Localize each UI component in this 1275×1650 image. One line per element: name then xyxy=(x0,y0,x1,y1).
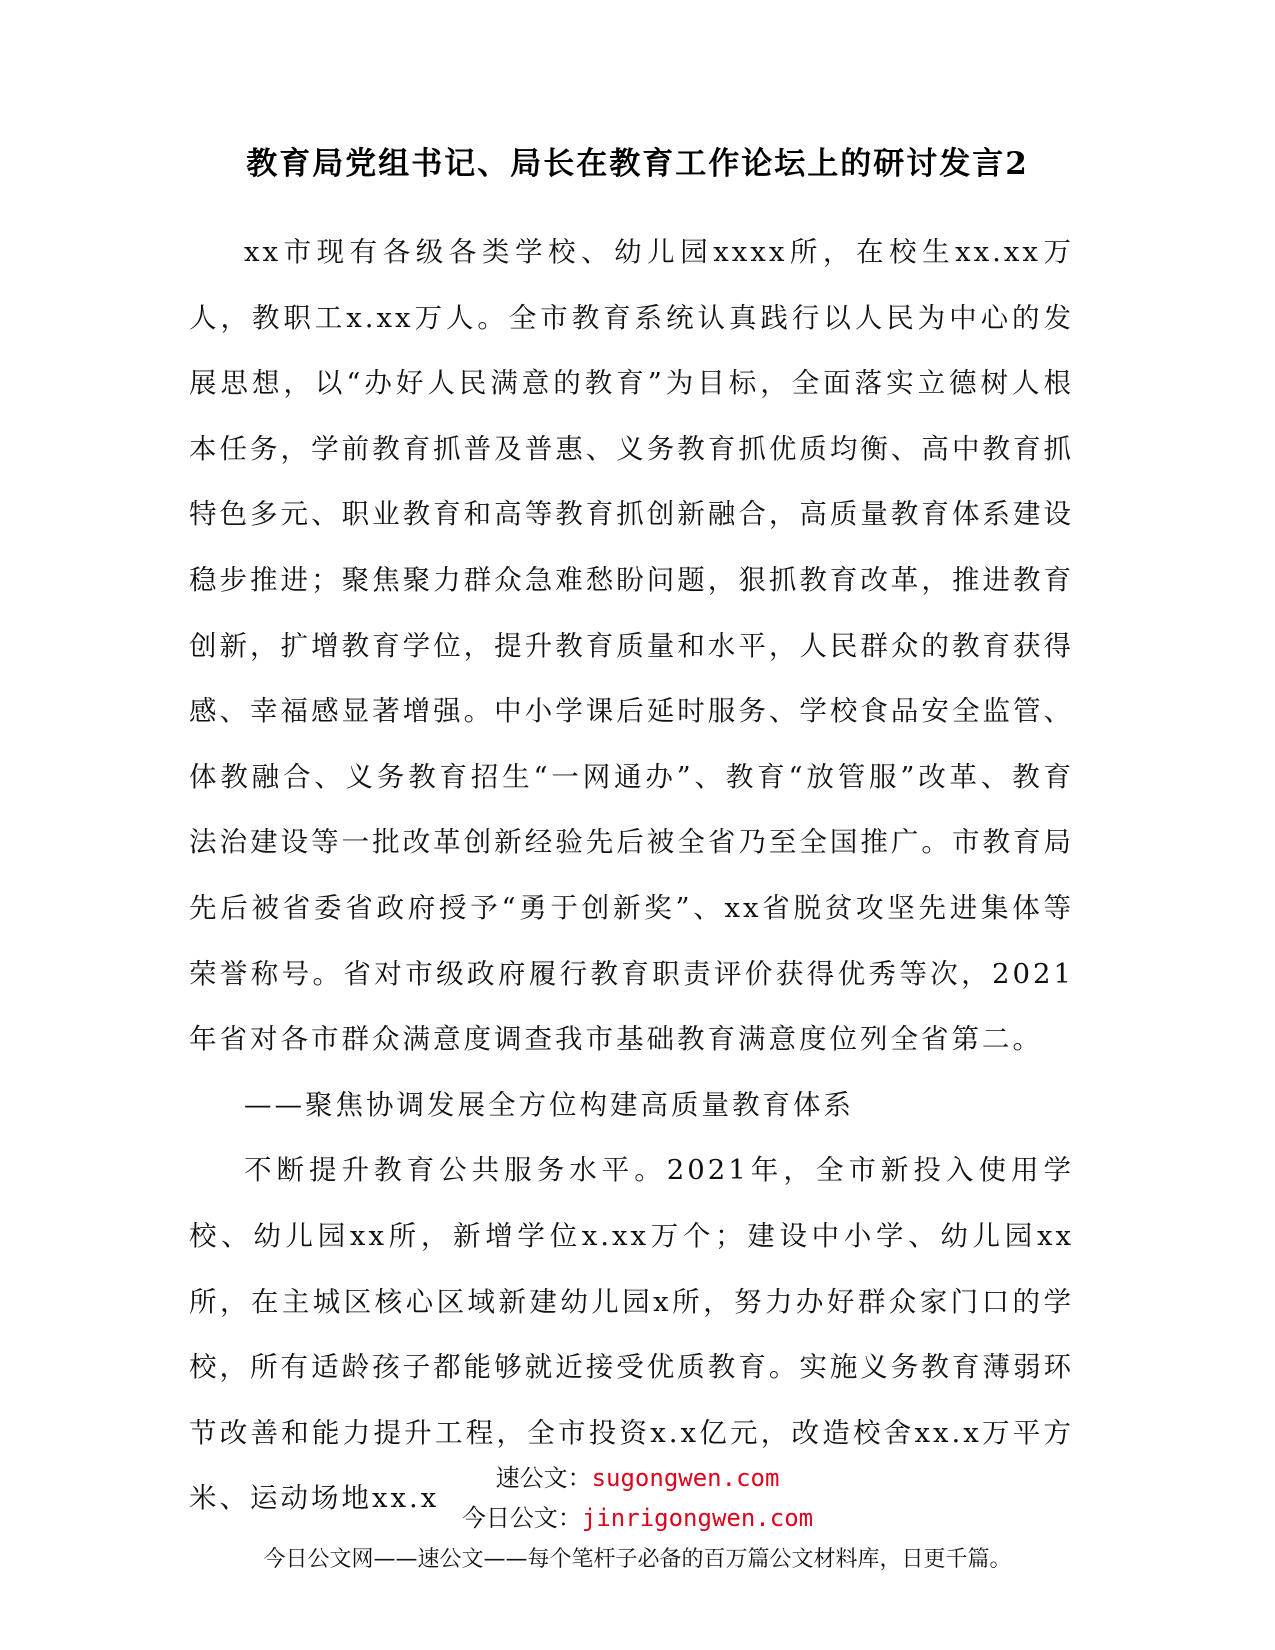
document-body xyxy=(189,220,1074,1532)
paragraph-2-heading: ——聚焦协调发展全方位构建高质量教育体系 xyxy=(244,1088,854,1121)
footer-line-jinrigongwen xyxy=(0,1498,1275,1533)
footer-line-sugongwen xyxy=(0,1458,1275,1493)
footer-label-2: 今日公文： xyxy=(461,1504,582,1532)
footer-link-sugongwen[interactable]: sugongwen.com xyxy=(591,1464,780,1492)
paragraph-3: 不断提升教育公共服务水平。2021年，全市新投入使用学校、幼儿园xx所，新增学位x.xx万个；建设中小学、幼儿园xx所，在主城区核心区域新建幼儿园x所，努力办好群众家门口的学校，所有适龄孩子都能够就近接受优质教育。实施义务教育薄弱环节改善和能力提升工程，全市投资x.x亿元，改造校舍xx.x万平方米、运动场地xx.x xyxy=(189,1154,1074,1515)
footer-link-jinrigongwen[interactable]: jinrigongwen.com xyxy=(581,1504,814,1532)
footer-slogan: 今日公文网——速公文——每个笔杆子必备的百万篇公文材料库，日更千篇。 xyxy=(263,1547,1012,1572)
document-title: 教育局党组书记、局长在教育工作论坛上的研讨发言2 xyxy=(246,146,1029,182)
paragraph-1: xx市现有各级各类学校、幼儿园xxxx所，在校生xx.xx万人，教职工x.xx万人。全市教育系统认真践行以人民为中心的发展思想，以“办好人民满意的教育”为目标，全面落实立德树人根本任务，学前教育抓普及普惠、义务教育抓优质均衡、高中教育抓特色多元、职业教育和高等教育抓创新融合，高质量教育体系建设稳步推进；聚焦聚力群众急难愁盼问题，狠抓教育改革，推进教育创新，扩增教育学位，提升教育质量和水平，人民群众的教育获得感、幸福感显著增强。中小学课后延时服务、学校食品安全监管、体教融合、义务教育招生“一网通办”、教育“放管服”改革、教育法治建设等一批改革创新经验先后被全省乃至全国推广。市教育局先后被省委省政府授予“勇于创新奖”、xx省脱贫攻坚先进集体等荣誉称号。省对市级政府履行教育职责评价获得优秀等次，2021年省对各市群众满意度调查我市基础教育满意度位列全省第二。 xyxy=(189,236,1074,1056)
footer-label-1: 速公文： xyxy=(495,1464,592,1492)
